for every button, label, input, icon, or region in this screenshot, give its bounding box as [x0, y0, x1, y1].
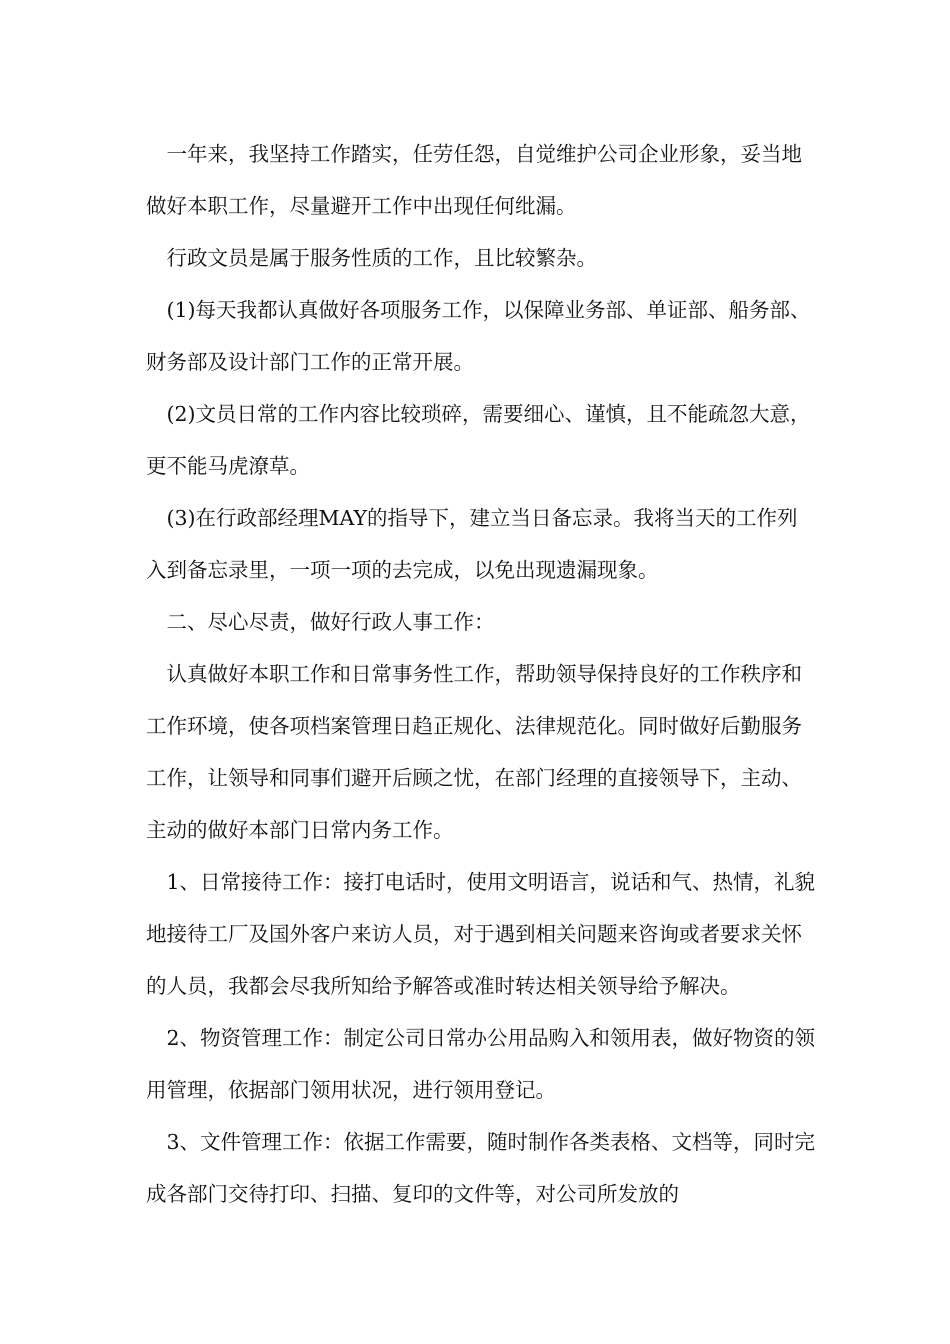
paragraph: (3)在行政部经理MAY的指导下，建立当日备忘录。我将当天的工作列入到备忘录里，一项一项的去完成，以免出现遗漏现象。 [146, 506, 798, 582]
paragraph: (1)每天我都认真做好各项服务工作，以保障业务部、单证部、船务部、财务部及设计部门工作的正常开展。 [146, 298, 811, 374]
paragraph: 认真做好本职工作和日常事务性工作，帮助领导保持良好的工作秩序和工作环境，使各项档案管理日趋正规化、法律规范化。同时做好后勤服务工作，让领导和同事们避开后顾之忧，在部门经理的直接领导下，主动、主动的做好本部门日常内务工作。 [146, 662, 802, 842]
paragraph: 2、物资管理工作：制定公司日常办公用品购入和领用表，做好物资的领用管理，依据部门领用状况，进行领用登记。 [146, 1026, 816, 1102]
document-body [146, 128, 818, 1220]
paragraph: 3、文件管理工作：依据工作需要，随时制作各类表格、文档等，同时完成各部门交待打印、扫描、复印的文件等，对公司所发放的 [146, 1130, 816, 1206]
paragraph: 一年来，我坚持工作踏实，任劳任怨，自觉维护公司企业形象，妥当地做好本职工作，尽量避开工作中出现任何纰漏。 [146, 142, 802, 218]
paragraph: (2)文员日常的工作内容比较琐碎，需要细心、谨慎，且不能疏忽大意，更不能马虎潦草。 [146, 402, 811, 478]
paragraph: 行政文员是属于服务性质的工作，且比较繁杂。 [166, 246, 597, 270]
paragraph: 1、日常接待工作：接打电话时，使用文明语言，说话和气、热情，礼貌地接待工厂及国外客户来访人员，对于遇到相关问题来咨询或者要求关怀的人员，我都会尽我所知给予解答或准时转达相关领导给予解决。 [146, 870, 816, 998]
section-heading: 二、尽心尽责，做好行政人事工作： [166, 610, 495, 634]
